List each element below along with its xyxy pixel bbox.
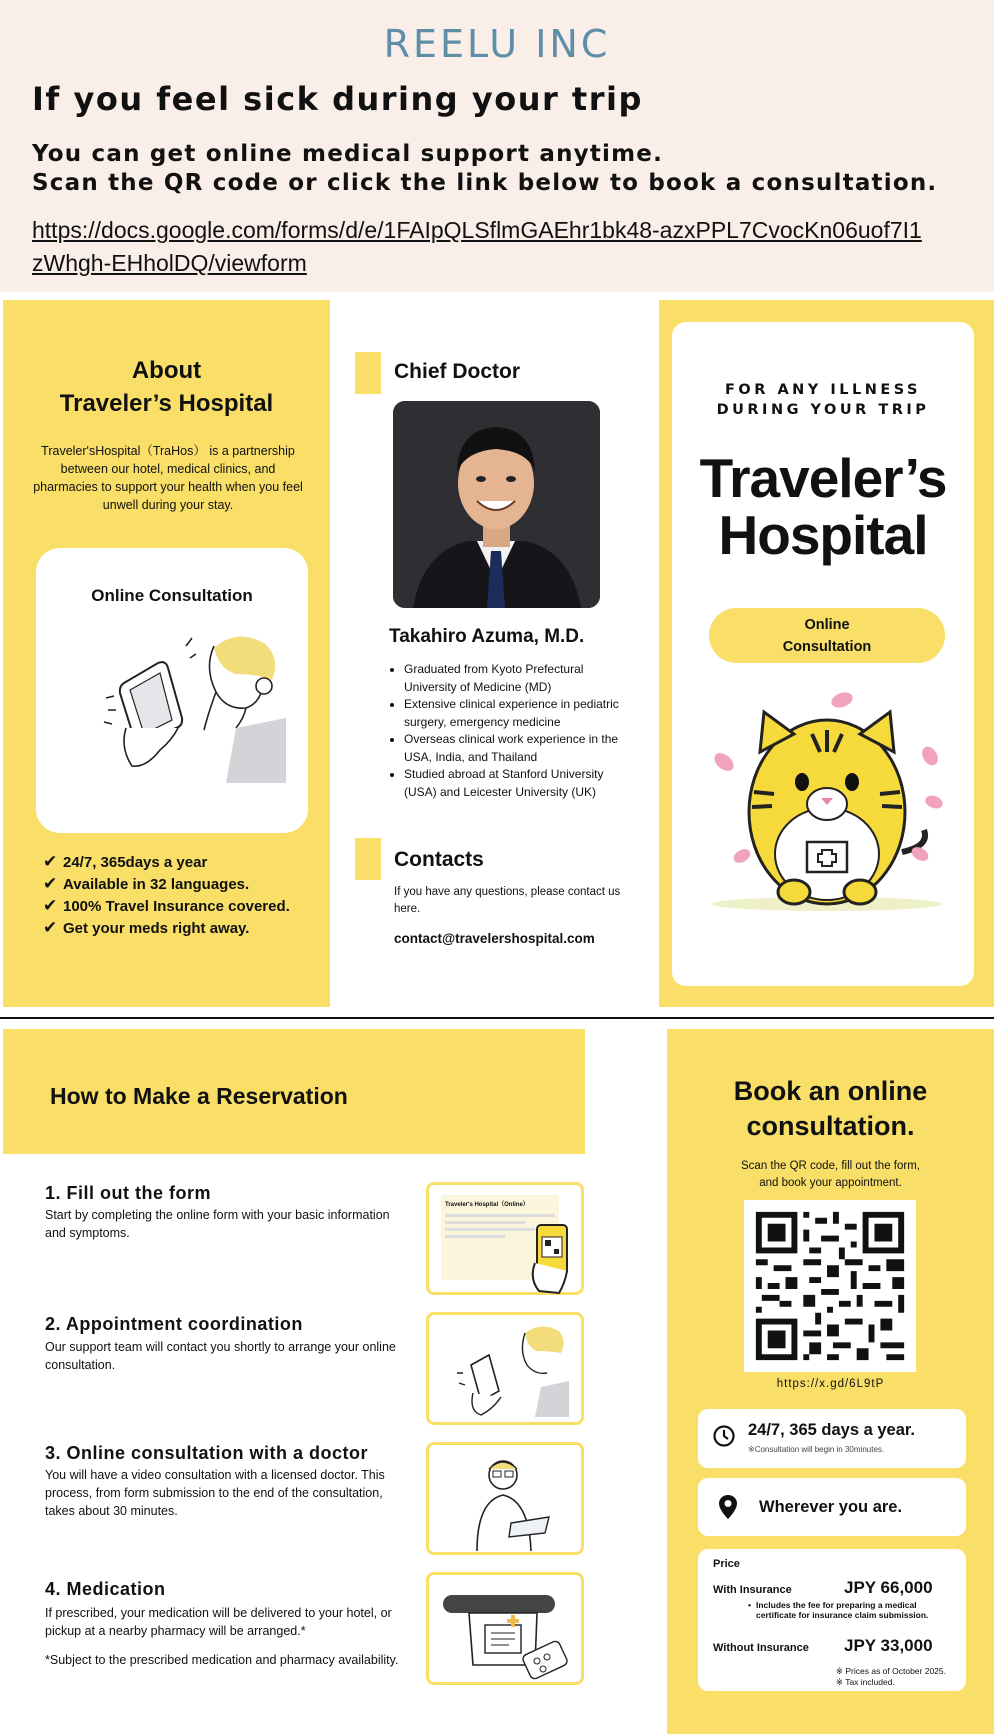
price-notes <box>836 1666 946 1688</box>
doctor-portrait-icon <box>393 401 600 608</box>
section-marker <box>355 352 381 394</box>
note-text: Includes the fee for preparing a medical certificate for insurance claim submission. <box>755 1600 929 1620</box>
with-insurance-note <box>748 1601 948 1620</box>
fold-line <box>0 1017 994 1019</box>
step-title: 2. Appointment coordination <box>45 1314 303 1334</box>
cover-card <box>672 322 974 986</box>
booking-description <box>667 1158 994 1192</box>
call-thumbnail <box>426 1312 584 1425</box>
hours-text: 24/7, 365 days a year. <box>748 1421 915 1439</box>
step-body: You will have a video consultation with a licensed doctor. This process, from form submission to the end of the consultation, takes about 30 minutes. <box>45 1468 385 1518</box>
step-footnote: *Subject to the prescribed medication and pharmacy availability. <box>45 1653 399 1667</box>
about-title-line: Traveler’s Hospital <box>59 390 274 417</box>
booking-title <box>667 1074 994 1144</box>
without-insurance-price: JPY 33,000 <box>844 1636 933 1655</box>
about-title <box>3 354 330 420</box>
pill-line: Consultation <box>782 639 872 655</box>
price-label: Price <box>713 1558 740 1570</box>
booking-title-line: Book an online <box>733 1076 928 1106</box>
price-note: ※ Tax included. <box>835 1677 895 1687</box>
booking-desc-line: Scan the QR code, fill out the form, <box>741 1160 920 1172</box>
reservation-header <box>3 1029 585 1154</box>
credential-item: • Overseas clinical work experience in the USA, India, and Thailand <box>404 731 628 766</box>
price-card <box>698 1549 966 1691</box>
feature-check <box>43 918 249 938</box>
feature-check <box>43 896 290 916</box>
phone-call-icon <box>449 1321 569 1421</box>
step-title: 3. Online consultation with a doctor <box>45 1443 369 1463</box>
form-thumbnail <box>426 1182 584 1295</box>
checkmark-icon: ✔ <box>43 852 58 871</box>
short-url[interactable]: https://x.gd/6L9tP <box>776 1378 885 1390</box>
phone-call-illustration <box>86 618 286 783</box>
card-title: Online Consultation <box>91 586 253 605</box>
checkmark-icon: ✔ <box>43 896 58 915</box>
medication-thumbnail <box>426 1572 584 1685</box>
tagline-line: DURING YOUR TRIP <box>716 402 930 418</box>
doctor-credentials <box>388 661 628 801</box>
online-consultation-pill <box>709 608 945 663</box>
tagline-line: FOR ANY ILLNESS <box>725 382 921 398</box>
doctor-thumbnail <box>426 1442 584 1555</box>
without-insurance-label: Without Insurance <box>713 1642 809 1654</box>
booking-title-line: consultation. <box>746 1111 915 1141</box>
about-title-line: About <box>131 357 202 384</box>
feature-label: Available in 32 languages. <box>63 876 250 893</box>
bullet-icon: • <box>748 1600 751 1610</box>
form-preview-title: Traveler's Hospital（Online） <box>445 1202 529 1208</box>
booking-form-link[interactable]: https://docs.google.com/forms/d/e/1FAIpQLSflmGAEhr1bk48-azxPPL7CvocKn06uof7I1zWhgh-EHholDQ/viewform <box>32 217 922 276</box>
hours-card <box>698 1409 966 1468</box>
cover-tagline <box>672 380 974 420</box>
feature-check <box>43 852 207 872</box>
cover-title-line: Traveler’s <box>699 447 947 509</box>
brand-name: REELU INC <box>383 22 611 66</box>
contacts-description: If you have any questions, please contact us here. <box>394 886 621 915</box>
credential-item: • Extensive clinical experience in pediatric surgery, emergency medicine <box>404 696 628 731</box>
qr-code-icon <box>744 1200 916 1372</box>
location-pin-icon <box>718 1494 738 1520</box>
section-marker <box>355 838 381 880</box>
reservation-title: How to Make a Reservation <box>50 1083 348 1109</box>
headline: If you feel sick during your trip <box>32 80 643 118</box>
medication-icon <box>439 1581 579 1681</box>
booking-desc-line: and book your appointment. <box>759 1177 902 1189</box>
hours-note: ※Consultation will begin in 30minutes. <box>748 1445 885 1454</box>
contacts-title: Contacts <box>394 848 484 871</box>
checkmark-icon: ✔ <box>43 918 58 937</box>
credential-item: • Graduated from Kyoto Prefectural University of Medicine (MD) <box>404 661 628 696</box>
cover-title-line: Hospital <box>718 504 928 566</box>
about-panel <box>3 300 330 1007</box>
step-body: If prescribed, your medication will be delivered to your hotel, or pickup at a nearby pharmacy will be arranged.* <box>45 1606 392 1638</box>
feature-label: 100% Travel Insurance covered. <box>63 898 290 915</box>
checkmark-icon: ✔ <box>43 874 58 893</box>
feature-check <box>43 874 249 894</box>
doctor-icon <box>459 1451 559 1551</box>
header-banner <box>0 0 994 292</box>
cover-title <box>672 447 974 566</box>
credential-item: • Studied abroad at Stanford University (USA) and Leicester University (UK) <box>404 766 628 801</box>
step-body: Start by completing the online form with your basic information and symptoms. <box>45 1208 390 1240</box>
pill-line: Online <box>804 617 850 633</box>
chief-doctor-title: Chief Doctor <box>394 360 520 383</box>
step-body: Our support team will contact you shortly to arrange your online consultation. <box>45 1340 396 1372</box>
location-text: Wherever you are. <box>759 1498 903 1516</box>
contact-email[interactable]: contact@travelershospital.com <box>394 931 595 946</box>
clock-icon <box>712 1424 736 1448</box>
doctor-photo <box>393 401 600 608</box>
tiger-mascot-icon <box>702 682 952 922</box>
online-consultation-card <box>36 548 308 833</box>
step-title: 1. Fill out the form <box>45 1183 211 1203</box>
subheadline-line: You can get online medical support anytime. <box>32 141 664 167</box>
phone-qr-icon <box>529 1223 577 1295</box>
price-note: ※ Prices as of October 2025. <box>835 1666 946 1676</box>
about-description: Traveler'sHospital（TraHos） is a partnership between our hotel, medical clinics, and pharmacies to support your health when you feel unwell during your stay. <box>33 444 303 512</box>
qr-code[interactable] <box>744 1200 916 1372</box>
location-card <box>698 1478 966 1536</box>
subheadline <box>32 140 937 198</box>
subheadline-line: Scan the QR code or click the link below to book a consultation. <box>32 170 938 196</box>
doctor-name: Takahiro Azuma, M.D. <box>389 626 585 647</box>
step-title: 4. Medication <box>45 1579 166 1599</box>
feature-label: Get your meds right away. <box>63 920 250 937</box>
cover-panel <box>659 300 994 1007</box>
with-insurance-label: With Insurance <box>713 1584 792 1596</box>
feature-label: 24/7, 365days a year <box>63 854 208 871</box>
with-insurance-price: JPY 66,000 <box>844 1578 933 1597</box>
